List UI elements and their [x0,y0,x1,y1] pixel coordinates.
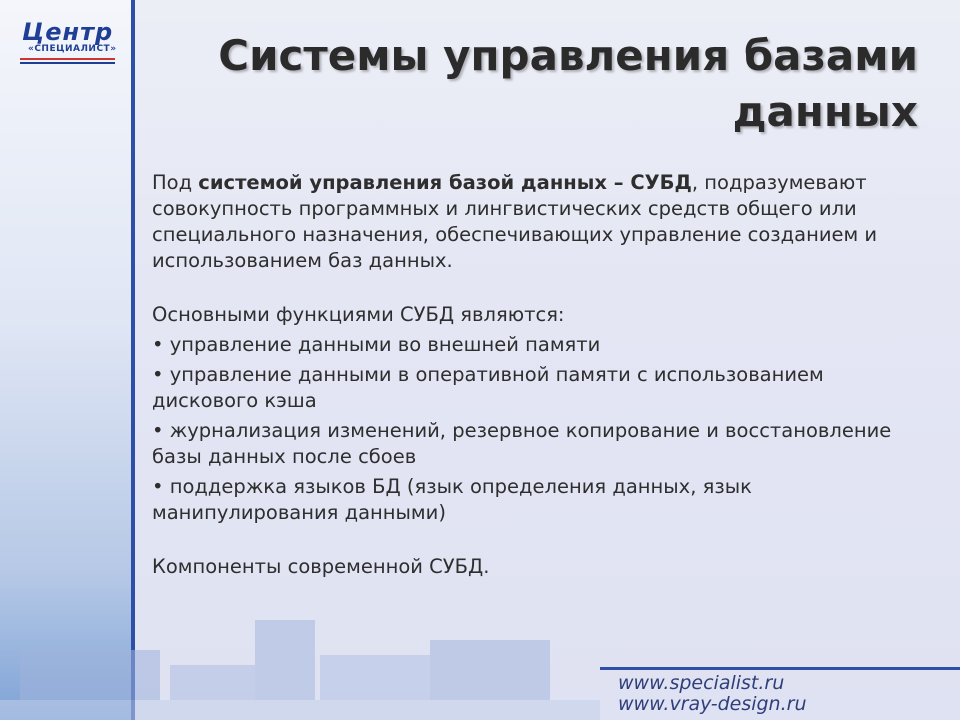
logo [20,18,115,66]
logo-main-text: Центр [22,18,114,46]
slide-title [198,28,918,140]
definition-pre: Под [152,171,199,194]
function-item: • поддержка языков БД (язык определения данных, язык манипулирования данными) [152,475,752,524]
logo-underline-blue [20,62,115,64]
footer-line [600,667,960,670]
definition-bold: системой управления базой данных – СУБД [198,171,692,194]
function-item: • управление данными в оперативной памяти с использованием дискового кэша [152,363,824,412]
footer-url-specialist[interactable]: www.specialist.ru [618,672,785,694]
functions-block [152,302,932,526]
title-line-1: Системы управления базами [218,31,918,80]
definition-paragraph [152,170,932,274]
footer-url-vray[interactable]: www.vray-design.ru [618,693,807,715]
title-line-2: данных [732,87,918,136]
function-item: • управление данными во внешней памяти [152,333,601,356]
logo-sub-text: «СПЕЦИАЛИСТ» [28,44,117,54]
components-text: Компоненты современной СУБД. [152,555,490,578]
definition-post: , подразумевают совокупность программных и лингвистических средств общего или специального назначения, обеспечивающих управление созданием и использованием баз данных. [152,171,878,272]
function-item: • журнализация изменений, резервное копирование и восстановление базы данных после сбоев [152,419,892,468]
functions-heading: Основными функциями СУБД являются: [152,303,565,326]
logo-underline-red [20,58,115,60]
building-silhouette [0,610,600,720]
slide-content [152,170,932,608]
